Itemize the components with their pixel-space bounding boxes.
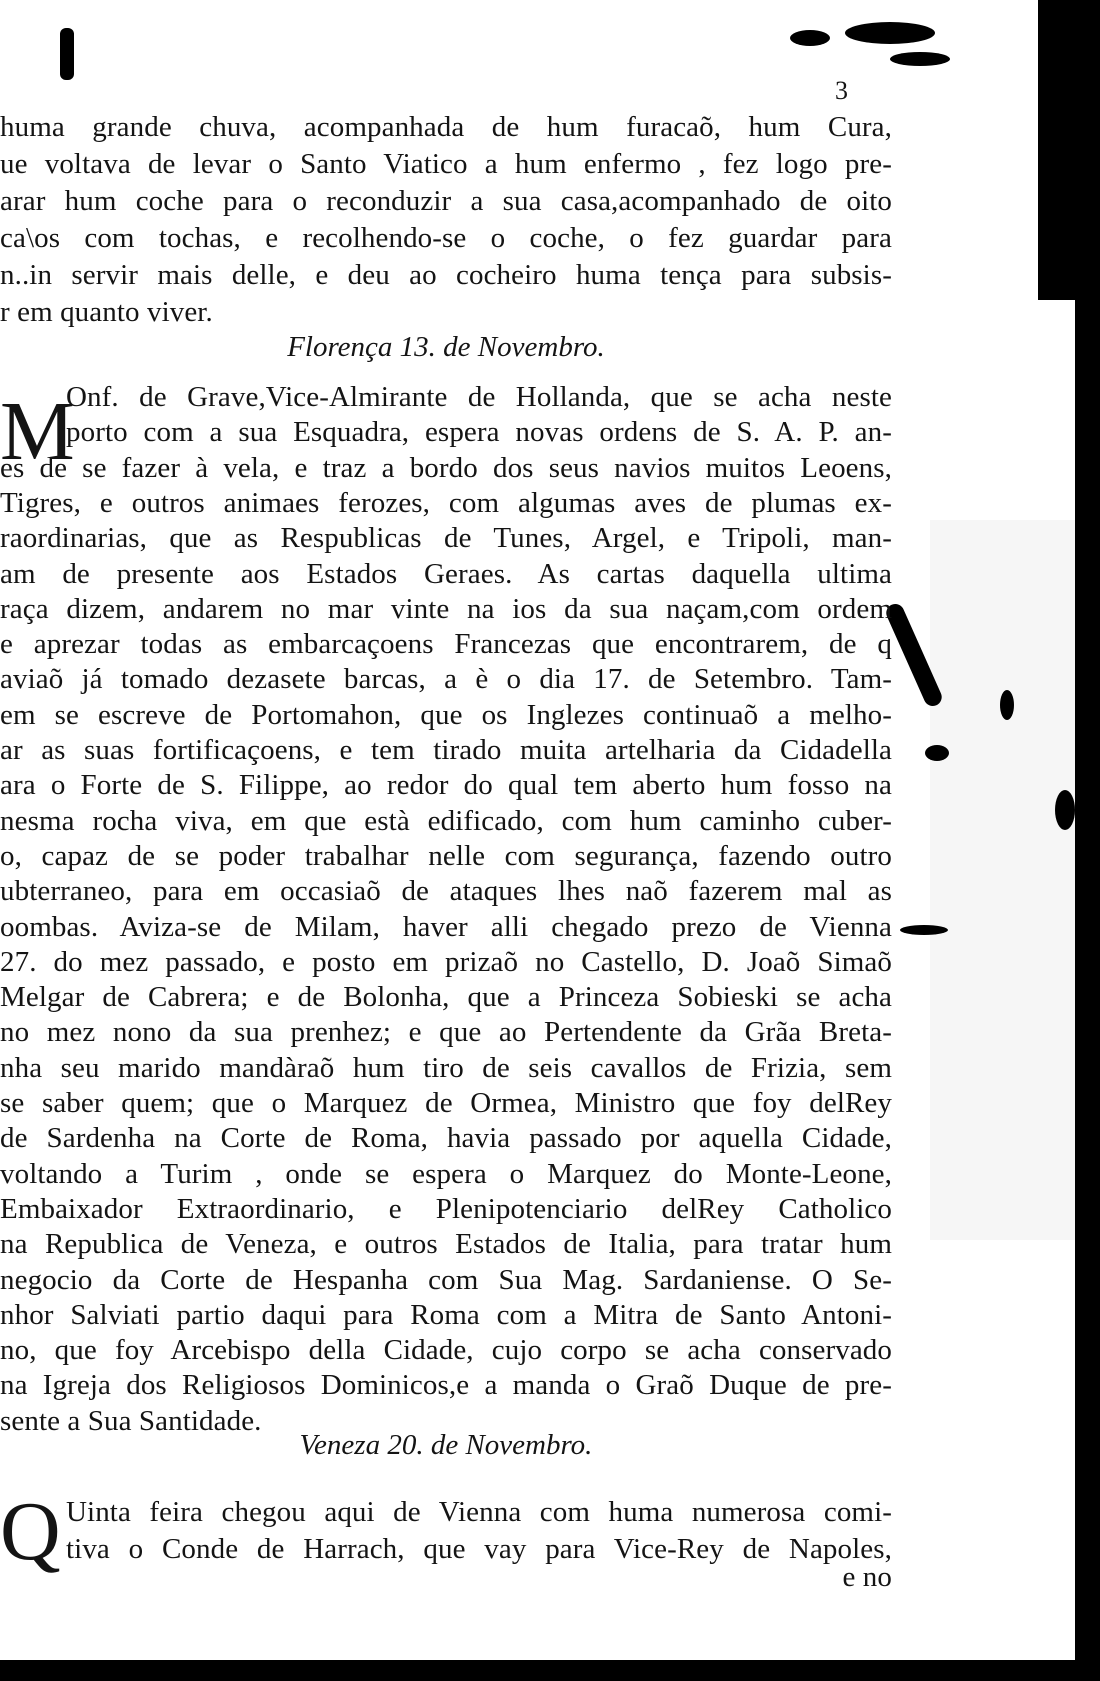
ink-stain [60, 28, 74, 80]
text-line: ar as suas fortificaçoens, e tem tirado muita artelharia da Cidadella [0, 734, 892, 766]
text-line: oombas. Aviza-se de Milam, haver alli chegado prezo de Vienna [0, 910, 892, 943]
text-line: voltando a Turim , onde se espera o Marquez do Monte-Leone, [0, 1157, 892, 1190]
text-line: r em quanto viver. [0, 296, 213, 328]
text-line: 27. do mez passado, e posto em prizaõ no Castello, D. Joaõ Simaõ [0, 945, 892, 978]
text-line: nha seu marido mandàraõ hum tiro de seis cavallos de Frizia, sem [0, 1051, 892, 1084]
dropcap-q: Q [0, 1485, 61, 1578]
text-line: porto com a sua Esquadra, espera novas ordens de S. A. P. an- [66, 416, 892, 449]
dropcap-m: M [0, 385, 75, 478]
ink-stain [925, 745, 949, 761]
text-line: nhor Salviati partio daqui para Roma com a Mitra de Santo Antoni- [0, 1298, 892, 1331]
text-line: Tigres, e outros animaes ferozes, com algumas aves de plumas ex- [0, 486, 892, 519]
text-line: no mez nono da sua prenhez; e que ao Pertendente da Grãa Breta- [0, 1016, 892, 1049]
text-line: ca\os com tochas, e recolhendo-se o coche, o fez guardar para [0, 222, 892, 254]
ink-stain [1000, 690, 1014, 720]
heading-florenca: Florença 13. de Novembro. [287, 331, 605, 363]
text-line: Melgar de Cabrera; e de Bolonha, que a Princeza Sobieski se acha [0, 981, 892, 1014]
page-number: 3 [835, 76, 848, 105]
catchword: e no [842, 1561, 892, 1593]
ink-stain [845, 22, 935, 44]
ink-stain [790, 30, 830, 46]
text-line: se saber quem; que o Marquez de Ormea, Ministro que foy delRey [0, 1087, 892, 1119]
text-line: aviaõ já tomado dezasete barcas, a è o dia 17. de Setembro. Tam- [0, 663, 892, 696]
text-line: Embaixador Extraordinario, e Plenipotenciario delRey Catholico [0, 1192, 892, 1225]
paper-sheet-bottom [0, 1600, 1052, 1660]
text-line: nesma rocha viva, em que està edificado, com hum caminho cuber- [0, 804, 892, 837]
text-line: ue voltava de levar o Santo Viatico a hum enfermo , fez logo pre- [0, 148, 892, 180]
heading-veneza: Veneza 20. de Novembro. [299, 1429, 593, 1461]
text-line: am de presente aos Estados Geraes. As cartas daquella ultima [0, 557, 892, 590]
text-line: negocio da Corte de Hespanha com Sua Mag. Sardaniense. O Se- [0, 1263, 892, 1296]
text-line: tiva o Conde de Harrach, que vay para Vice-Rey de Napoles, [66, 1533, 892, 1565]
text-line: Onf. de Grave,Vice-Almirante de Hollanda, que se acha neste [66, 381, 892, 413]
text-line: huma grande chuva, acompanhada de hum furacaõ, hum Cura, [0, 111, 892, 143]
text-line: e aprezar todas as embarcaçoens Francezas que encontrarem, de q [0, 628, 892, 661]
text-line: es de se fazer à vela, e traz a bordo dos seus navios muitos Leoens, [0, 451, 892, 484]
text-line: de Sardenha na Corte de Roma, havia passado por aquella Cidade, [0, 1122, 892, 1155]
text-line: em se escreve de Portomahon, que os Inglezes continuaõ a melho- [0, 698, 892, 731]
ink-stain [1055, 790, 1075, 830]
text-line: arar hum coche para o reconduzir a sua casa,acompanhado de oito [0, 185, 892, 217]
text-line: raça dizem, andarem no mar vinte na ios da sua naçam,com ordem [0, 592, 892, 625]
text-line: na Republica de Veneza, e outros Estados de Italia, para tratar hum [0, 1228, 892, 1261]
text-line: na Igreja dos Religiosos Dominicos,e a manda o Graõ Duque de pre- [0, 1369, 892, 1402]
text-line: ubterraneo, para em occasiaõ de ataques lhes naõ fazerem mal as [0, 875, 892, 908]
text-line: ara o Forte de S. Filippe, ao redor do qual tem aberto hum fosso na [0, 769, 892, 802]
text-line: no, que foy Arcebispo della Cidade, cujo corpo se acha conservado [0, 1334, 892, 1367]
ink-stain [890, 52, 950, 66]
text-line: raordinarias, que as Respublicas de Tunes, Argel, e Tripoli, man- [0, 522, 892, 555]
text-line: Uinta feira chegou aqui de Vienna com huma numerosa comi- [66, 1496, 892, 1528]
paper-right-edge [930, 520, 1075, 1240]
text-line: n..in servir mais delle, e deu ao cocheiro huma tença para subsis- [0, 259, 892, 291]
text-line: sente a Sua Santidade. [0, 1404, 262, 1437]
text-line: o, capaz de se poder trabalhar nelle com segurança, fazendo outro [0, 839, 892, 872]
ink-stain [900, 925, 948, 935]
